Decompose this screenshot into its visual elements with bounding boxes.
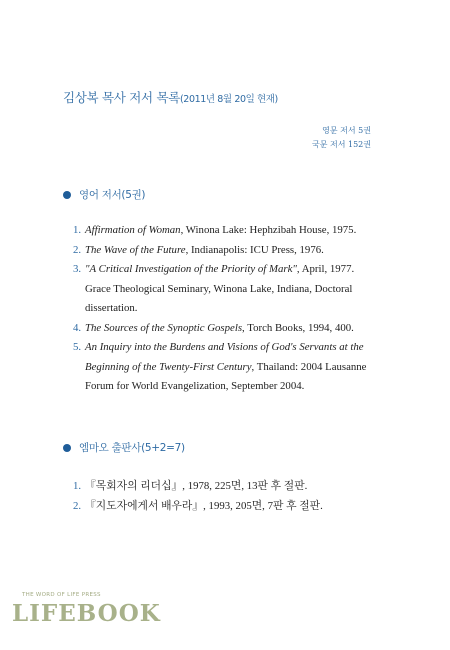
item-number: 1. — [73, 480, 82, 492]
list-item — [73, 260, 373, 319]
list-item — [73, 241, 373, 261]
book-entry: 『지도자에게서 배우라』, 1993, 205면, 7판 후 절판. — [85, 499, 323, 512]
list-item — [73, 497, 373, 517]
book-details: , Winona Lake: Hephzibah House, 1975. — [180, 224, 357, 236]
logo-tagline: THE WORD OF LIFE PRESS — [22, 592, 101, 598]
logo-wordmark: LIFEBOOK — [12, 600, 161, 627]
list-item — [73, 319, 373, 339]
publisher-logo — [12, 592, 161, 638]
book-title: The Wave of the Future — [85, 243, 186, 256]
english-heading-label: 영어 저서(5권) — [79, 189, 146, 201]
book-details: , April, 1977. Grace Theological Seminary, Winona Lake, Indiana, Doctoral dissertation. — [85, 263, 355, 314]
book-title: Affirmation of Woman — [85, 224, 181, 236]
english-book-list — [73, 221, 373, 397]
english-count: 영문 저서 5권 — [322, 126, 371, 135]
book-title: The Sources of the Synoptic Gospels — [85, 321, 243, 334]
item-number: 5. — [73, 341, 82, 353]
item-number: 2. — [73, 499, 82, 512]
bullet-icon — [63, 444, 71, 452]
list-item — [73, 221, 373, 241]
title-date: (2011년 8월 20일 현재) — [180, 94, 278, 105]
book-details: , Thailand: 2004 Lausanne Forum for World Evangelization, September 2004. — [85, 360, 367, 392]
book-title: An Inquiry into the Burdens and Visions of God's Servants at the Beginning of the Twenty-First Century — [85, 341, 364, 373]
item-number: 4. — [73, 321, 82, 334]
emmaus-heading-label: 엠마오 출판사(5+2=7) — [79, 442, 185, 454]
book-entry: 『목회자의 리더십』, 1978, 225면, 13판 후 절판. — [85, 480, 308, 492]
book-details: , Indianapolis: ICU Press, 1976. — [185, 243, 324, 256]
list-item — [73, 477, 373, 497]
book-details: , Torch Books, 1994, 400. — [242, 321, 354, 334]
english-section-heading — [63, 187, 145, 202]
list-item — [73, 338, 373, 397]
bullet-icon — [63, 191, 71, 199]
emmaus-book-list — [73, 477, 373, 516]
title-main: 김상복 목사 저서 목록 — [63, 90, 180, 105]
item-number: 2. — [73, 243, 82, 256]
item-number: 1. — [73, 224, 82, 236]
emmaus-section-heading — [63, 440, 185, 455]
item-number: 3. — [73, 263, 82, 275]
korean-count: 국문 저서 152권 — [312, 140, 371, 149]
book-counts — [312, 124, 371, 152]
book-title: "A Critical Investigation of the Priority of Mark" — [85, 263, 297, 275]
document-title — [63, 88, 278, 106]
